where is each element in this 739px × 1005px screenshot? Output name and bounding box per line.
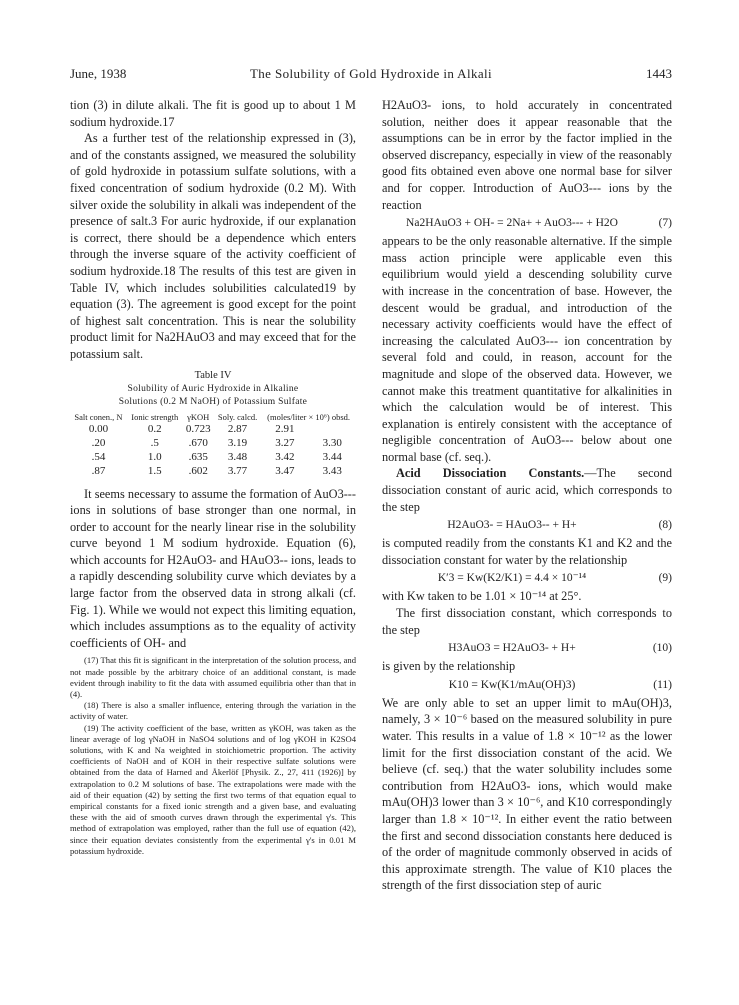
section-text: —The second dissociation constant of auric acid, which corresponds to the step [382,466,672,514]
table-row [70,450,356,464]
table-cell: 3.44 [322,450,342,463]
table-cell: 0.723 [185,422,211,435]
equation-11 [382,675,672,695]
equation-11-number: (11) [653,678,672,691]
table-iv [70,413,356,478]
table-header-row [70,413,356,422]
table-header-cell: Ionic strength [131,411,179,422]
table-cell: 3.19 [227,436,248,449]
table-cell: .20 [91,436,106,449]
table-cell: 3.47 [275,464,295,477]
running-header [70,66,672,84]
right-column [382,97,672,894]
table-cell: 3.48 [227,450,248,463]
table-title-line-1: Solubility of Auric Hydroxide in Alkaline [127,383,299,394]
footnotes [70,655,356,857]
equation-10 [382,638,672,658]
table-header-cell: (moles/liter × 10⁶) obsd. [267,411,351,422]
equation-9-number: (9) [658,572,672,585]
right-paragraph-2: appears to be the only reasonable alternative. If the simple mass action principle were applicable even this equilibrium would yield a descending solubility curve with increase in the concentration of base. However, the descent would be gradual, and introduction of the necessary activity coefficients would have the effect of increasing the calculated AuO3--- ion concentration by several fold and could, in reason, account for the magnitude and slope of the observed data. However, we cannot make this treatment quantitative for alkalinities in which the calculation would be of interest. This explanation is entirely consistent with the acceptance of negligible concentration of AuO3--- below about one normal base (cf. seq.). [382,234,672,464]
table-header-cell: Salt conen., N [74,411,123,422]
equation-11-expression: K10 = Kw(K1/mAu(OH)3) [448,678,576,691]
page-number: 1443 [646,66,672,81]
table-cell: 3.27 [275,436,295,449]
table-cell: 3.30 [322,436,342,449]
right-paragraph-5: with Kw taken to be 1.01 × 10⁻¹⁴ at 25°. [382,589,582,604]
table-cell: 2.91 [275,422,295,435]
table-cell: 0.00 [88,422,109,435]
left-column [70,97,356,857]
table-row [70,436,356,450]
equation-8 [382,515,672,535]
equation-7 [382,213,672,233]
right-paragraph-7: is given by the relationship [382,659,516,674]
equation-7-number: (7) [658,217,672,230]
table-caption: Table IV [194,369,232,381]
table-cell: 1.5 [147,464,162,477]
equation-9-expression: K′3 = Kw(K2/K1) = 4.4 × 10⁻¹⁴ [437,572,587,585]
table-header-cell: Soly. calcd. [217,411,258,422]
table-cell: 3.77 [227,464,248,477]
table-cell: .54 [91,450,106,463]
header-title: The Solubility of Gold Hydroxide in Alkali [249,66,493,81]
table-cell: .635 [188,450,208,463]
equation-8-expression: H2AuO3- = HAuO3-- + H+ [447,519,577,532]
section-heading: Acid Dissociation Constants. [396,466,585,481]
table-row [70,422,356,436]
right-paragraph-4: is computed readily from the constants K1 and K2 and the dissociation constant for water by the relationship [382,536,672,567]
footnote-18: (18) There is also a smaller influence, entering through the variation in the activity of water. [70,700,356,722]
table-cell: 3.42 [275,450,295,463]
left-paragraph-2: As a further test of the relationship expressed in (3), and of the constants assigned, we measured the solubility of gold hydroxide in potassium sulfate solutions, with a fixed concentration of sodium hydroxide (0.2 M). With silver oxide the solubility in alkali was independent of the presence of salt.3 For auric hydroxide, if our explanation is correct, there should be a dependence which enters through the inverse square of the activity coefficient of sodium hydroxide.18 The results of this test are given in Table IV, which includes solubilities calculated19 by equation (3). The agreement is good except for the point of highest salt concentration. This is near the solubility product limit for Na2HAuO3 and may exceed that for the potassium salt. [70,131,356,361]
equation-7-expression: Na2HAuO3 + OH- = 2Na+ + AuO3--- + H2O [406,217,618,230]
equation-10-expression: H3AuO3 = H2AuO3- + H+ [448,642,576,655]
equation-8-number: (8) [658,519,672,532]
table-cell: .670 [188,436,208,449]
right-paragraph-3 [382,465,672,515]
table-cell: .87 [91,464,106,477]
right-paragraph-6: The first dissociation constant, which corresponds to the step [382,606,672,637]
equation-10-number: (10) [652,642,672,655]
table-title-line-2: Solutions (0.2 M NaOH) of Potassium Sulfate [118,396,308,407]
table-header-cell: γKOH [187,411,210,422]
table-cell: 3.43 [322,464,342,477]
left-paragraph-3: It seems necessary to assume the formation of AuO3--- ions in solutions of base stronger than one normal, in order to account for the nearly linear rise in the solubility curve beyond 1 M sodium hydroxide. Equation (6), which accounts for H2AuO3- and HAuO3-- ions, leads to a rapidly descending solubility curve which deviates by a large factor from the observed data in strong alkali (cf. Fig. 1). While we would not expect this limiting equation, which includes assumptions as to the equality of activity coefficients of OH- and [70,486,356,650]
table-cell: 2.87 [227,422,248,435]
footnote-17: (17) That this fit is significant in the interpretation of the solution process, and not made possible by the arbitrary choice of an additional constant, is made evident through inability to fit the data with assumed equilibria other than that in (4). [70,655,356,700]
table-cell [309,422,356,436]
table-cell: 1.0 [147,450,162,463]
header-date: June, 1938 [70,66,127,81]
table-row [70,464,356,478]
table-cell: 0.2 [147,422,162,435]
right-paragraph-8: We are only able to set an upper limit to mAu(OH)3, namely, 3 × 10⁻⁶ based on the measured solubility in pure water. This results in a value of 1.8 × 10⁻¹² as the lower limit for the first dissociation constant of the acid. We believe (cf. seq.) that the water solubility includes some contribution from H2AuO3- ions, which would make mAu(OH)3 lower than 3 × 10⁻⁶, and K10 correspondingly larger than 1.8 × 10⁻¹². In either event the ratio between the first and second dissociation constants here deduced is of the order of magnitude commonly observed in acids of this approximate strength. The value of K10 places the strength of the first dissociation step of auric [382,695,672,893]
right-paragraph-1: H2AuO3- ions, to hold accurately in concentrated solution, neither does it appear reasonable that the assumptions can be in error by the factor implied in the observed discrepancy, especially in view of the reasonably good fits obtained even above one normal base for silver and for copper. Introduction of AuO3--- ions by the reaction [382,98,672,212]
table-cell: .602 [188,464,208,477]
equation-9 [382,568,672,588]
footnote-19: (19) The activity coefficient of the base, written as γKOH, was taken as the linear average of log γNaOH in NaSO4 solutions and of log γKOH in K2SO4 solutions, with K and Na weighted in stoichiometric proportion. The activity coefficients of NaOH and of KOH in their respective sulfate solutions were obtained from the data of Harned and Åkerlöf [Physik. Z., 27, 411 (1926)] by extrapolation to 0.2 M solutions of base. The extrapolations were made with the aid of their equation (42) by setting the first two terms of that equation equal to empirical constants for a fixed ionic strength and a given base, and evaluating these with the aid of smooth curves drawn through the experimental γ's. This method of extrapolation was employed, rather than the full use of equation (42), since their equation deviates consistently from the experimental γ's in 0.01 M potassium hydroxide. [70,722,356,856]
left-paragraph-1: tion (3) in dilute alkali. The fit is good up to about 1 M sodium hydroxide.17 [70,98,356,129]
table-cell: .5 [150,436,159,449]
